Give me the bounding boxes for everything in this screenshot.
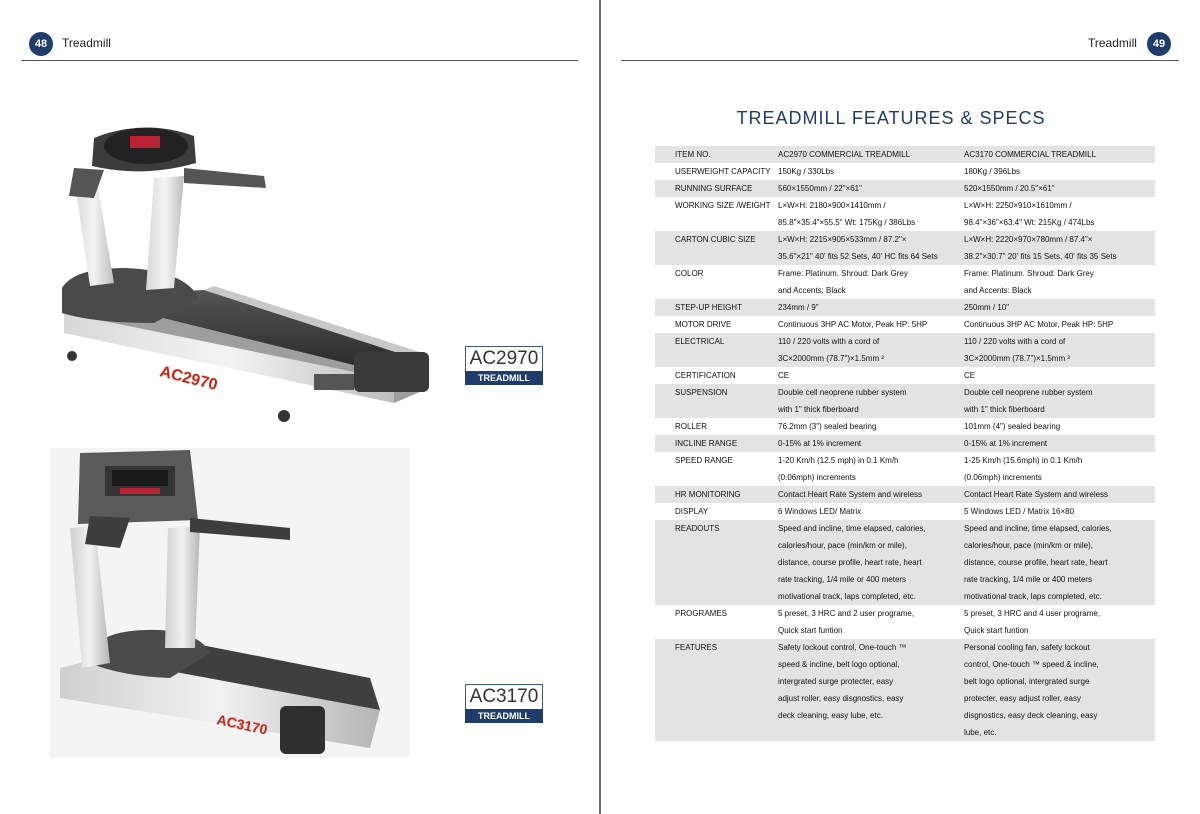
spec-value-ac3170: [964, 384, 1155, 418]
spec-value-ac2970: [778, 333, 964, 367]
spec-line: Double cell neoprene rubber system: [964, 388, 1093, 397]
spec-line: 180Kg / 396Lbs: [964, 167, 1021, 176]
spec-line: L×W×H: 2215×905×533mm / 87.2"×: [778, 235, 907, 244]
spec-value-ac3170: [964, 231, 1155, 265]
spec-line: Personal cooling fan, safety lockout: [964, 643, 1090, 652]
page-number: 48: [29, 32, 53, 56]
spec-line: 150Kg / 330Lbs: [778, 167, 835, 176]
spec-label: ELECTRICAL: [655, 333, 778, 367]
spec-label: HR MONITORING: [655, 486, 778, 503]
spec-line: 5 preset, 3 HRC and 2 user programe,: [778, 609, 915, 618]
specs-row: [655, 418, 1155, 435]
specs-row: [655, 316, 1155, 333]
spec-line: protecter, easy adjust roller, easy: [964, 694, 1081, 703]
spec-line: rate tracking, 1/4 mile or 400 meters: [964, 575, 1093, 584]
spec-line: adjust roller, easy disgnostics, easy: [778, 694, 904, 703]
spec-value-ac2970: [778, 163, 964, 180]
spec-line: 0-15% at 1% increment: [778, 439, 862, 448]
spec-label: SUSPENSION: [655, 384, 778, 418]
spec-label: MOTOR DRIVE: [675, 320, 732, 329]
spec-line: lube, etc.: [964, 728, 997, 737]
spec-value-ac3170: [964, 367, 1155, 384]
spec-line: speed & incline, belt logo optional,: [778, 660, 900, 669]
specs-row: [655, 299, 1155, 316]
ac2970-deck-logo: AC2970: [158, 363, 220, 395]
spec-value-ac3170: [964, 418, 1155, 435]
spec-line: L×W×H: 2180×900×1410mm /: [778, 201, 886, 210]
spec-line: 520×1550mm / 20.5"×61": [964, 184, 1055, 193]
spec-line: CE: [964, 371, 976, 380]
left-page: [0, 0, 599, 814]
spec-line: Safety lockout control, One-touch ™: [778, 643, 907, 652]
spec-line: and Accents: Black: [778, 286, 846, 295]
spec-value-ac2970: [778, 384, 964, 418]
specs-header-cell: AC3170 COMMERCIAL TREADMILL: [964, 146, 1155, 163]
spec-label: SPEED RANGE: [675, 456, 733, 465]
spec-label: INCLINE RANGE: [655, 435, 778, 452]
spec-value-ac3170: [964, 503, 1155, 520]
specs-row: [655, 180, 1155, 197]
spec-label: READOUTS: [655, 520, 778, 605]
spec-value-ac2970: [778, 418, 964, 435]
spec-line: 35.6"×21" 40' fits 52 Sets, 40' HC fits 64 Sets: [778, 252, 938, 261]
spec-line: 5 preset, 3 HRC and 4 user programe,: [964, 609, 1101, 618]
specs-table: [655, 146, 1155, 741]
spec-line: Continuous 3HP AC Motor, Peak HP: 5HP: [778, 320, 928, 329]
ac2970-treadmill-image: [34, 118, 434, 428]
spec-line: 0-15% at 1% increment: [964, 439, 1048, 448]
spec-line: (0.06mph) increments: [964, 473, 1042, 482]
spec-value-ac2970: [778, 503, 964, 520]
specs-row: [655, 435, 1155, 452]
spec-value-ac3170: [964, 197, 1155, 231]
spec-line: with 1" thick fiberboard: [964, 405, 1045, 414]
specs-header-cell: AC2970 COMMERCIAL TREADMILL: [778, 146, 964, 163]
spec-value-ac3170: [964, 316, 1155, 333]
spec-line: 98.4"×36"×63.4" Wt: 215Kg / 474Lbs: [964, 218, 1095, 227]
specs-title: TREADMILL FEATURES & SPECS: [736, 108, 1046, 128]
spec-line: Quick start funtion: [778, 626, 843, 635]
spec-value-ac2970: [778, 316, 964, 333]
spec-value-ac3170: [964, 265, 1155, 299]
header-rule: [21, 60, 578, 61]
spec-label: DISPLAY: [675, 507, 709, 516]
spec-line: control, One-touch ™ speed & incline,: [964, 660, 1099, 669]
spec-value-ac2970: [778, 265, 964, 299]
spec-label: STEP-UP HEIGHT: [655, 299, 778, 316]
spec-line: Speed and incline, time elapsed, calories,: [964, 524, 1112, 533]
specs-row: [655, 265, 1155, 299]
spec-line: rate tracking, 1/4 mile or 400 meters: [778, 575, 907, 584]
spec-value-ac2970: [778, 605, 964, 639]
spec-value-ac2970: [778, 231, 964, 265]
spec-line: disgnostics, easy deck cleaning, easy: [964, 711, 1098, 720]
spec-value-ac2970: [778, 180, 964, 197]
ac3170-deck-logo: AC3170: [215, 711, 269, 738]
specs-header-row: [655, 146, 1155, 163]
spec-value-ac3170: [964, 180, 1155, 197]
spec-value-ac2970: [778, 486, 964, 503]
spec-line: 1-25 Km/h (15.6mph) in 0.1 Km/h: [964, 456, 1083, 465]
spec-line: 3C×2000mm (78.7")×1.5mm ²: [778, 354, 884, 363]
specs-row: [655, 197, 1155, 231]
spec-value-ac2970: [778, 435, 964, 452]
spec-value-ac2970: [778, 520, 964, 605]
spec-value-ac2970: [778, 299, 964, 316]
specs-row: [655, 452, 1155, 486]
spec-value-ac2970: [778, 639, 964, 741]
specs-row: [655, 367, 1155, 384]
ac2970-model: AC2970: [465, 346, 543, 371]
section-title: Treadmill: [62, 36, 111, 50]
spec-line: Contact Heart Rate System and wireless: [964, 490, 1109, 499]
spec-value-ac3170: [964, 486, 1155, 503]
spec-value-ac3170: [964, 605, 1155, 639]
spec-value-ac3170: [964, 639, 1155, 741]
spec-line: intergrated surge protecter, easy: [778, 677, 894, 686]
spec-value-ac3170: [964, 163, 1155, 180]
spec-line: 1-20 Km/h (12.5 mph) in 0.1 Km/h: [778, 456, 899, 465]
spec-line: deck cleaning, easy lube, etc.: [778, 711, 883, 720]
spec-value-ac3170: [964, 435, 1155, 452]
spec-label: RUNNING SURFACE: [655, 180, 778, 197]
specs-row: [655, 163, 1155, 180]
specs-row: [655, 503, 1155, 520]
spec-line: motivational track, laps completed, etc.: [964, 592, 1102, 601]
spec-label: USERWEIGHT CAPACITY: [675, 167, 771, 176]
ac3170-label: [465, 684, 543, 723]
spec-label: WORKING SIZE /WEIGHT: [675, 201, 771, 210]
spec-line: calories/hour, pace (min/km or mile),: [964, 541, 1093, 550]
spec-line: 38.2"×30.7" 20' fits 15 Sets, 40' fits 35 Sets: [964, 252, 1117, 261]
specs-header-cell: ITEM NO.: [655, 146, 778, 163]
spec-line: distance, course profile, heart rate, heart: [964, 558, 1108, 567]
spec-line: 5 Windows LED / Matrix 16×80: [964, 507, 1075, 516]
specs-row: [655, 520, 1155, 605]
spec-label: CARTON CUBIC SIZE: [655, 231, 778, 265]
spec-line: and Accents: Black: [964, 286, 1032, 295]
spec-value-ac2970: [778, 367, 964, 384]
spec-line: Frame: Platinum. Shroud: Dark Grey: [778, 269, 908, 278]
spec-line: 560×1550mm / 22"×61": [778, 184, 862, 193]
specs-row: [655, 486, 1155, 503]
specs-row: [655, 231, 1155, 265]
spec-line: Frame: Platinum. Shroud: Dark Grey: [964, 269, 1094, 278]
spec-label: COLOR: [675, 269, 704, 278]
spec-line: 3C×2000mm (78.7")×1.5mm ²: [964, 354, 1070, 363]
spec-value-ac2970: [778, 197, 964, 231]
spec-line: 110 / 220 volts with a cord of: [964, 337, 1066, 346]
spec-line: 76.2mm (3") sealed bearing: [778, 422, 877, 431]
specs-row: [655, 639, 1155, 741]
spec-value-ac3170: [964, 333, 1155, 367]
spec-line: belt logo optional, intergrated surge: [964, 677, 1090, 686]
spec-line: distance, course profile, heart rate, heart: [778, 558, 922, 567]
spec-line: 101mm (4") sealed bearing: [964, 422, 1061, 431]
right-page: [601, 0, 1200, 814]
spec-line: Quick start funtion: [964, 626, 1029, 635]
specs-row: [655, 605, 1155, 639]
spec-line: CE: [778, 371, 790, 380]
spec-line: L×W×H: 2220×970×780mm / 87.4"×: [964, 235, 1093, 244]
spec-line: Continuous 3HP AC Motor, Peak HP: 5HP: [964, 320, 1114, 329]
spec-line: 6 Windows LED/ Matrix: [778, 507, 862, 516]
spec-line: 110 / 220 volts with a cord of: [778, 337, 880, 346]
spec-label: ROLLER: [675, 422, 708, 431]
spec-value-ac3170: [964, 520, 1155, 605]
specs-row: [655, 333, 1155, 367]
page-number: 49: [1147, 32, 1171, 56]
spec-line: 85.8"×35.4"×55.5" Wt: 175Kg / 386Lbs: [778, 218, 916, 227]
spec-line: Contact Heart Rate System and wireless: [778, 490, 923, 499]
ac3170-treadmill-image: [50, 448, 420, 758]
ac3170-model: AC3170: [465, 684, 543, 709]
spec-line: 234mm / 9": [778, 303, 819, 312]
spec-value-ac3170: [964, 452, 1155, 486]
spec-label: PROGRAMES: [675, 609, 728, 618]
spec-line: with 1" thick fiberboard: [778, 405, 859, 414]
header-rule: [621, 60, 1179, 61]
ac3170-type: TREADMILL: [465, 709, 543, 723]
spec-line: Speed and incline, time elapsed, calories,: [778, 524, 926, 533]
specs-row: [655, 384, 1155, 418]
ac2970-type: TREADMILL: [465, 371, 543, 385]
spec-line: (0.06mph) increments: [778, 473, 856, 482]
spec-line: motivational track, laps completed, etc.: [778, 592, 916, 601]
ac2970-label: [465, 346, 543, 385]
spec-line: Double cell neoprene rubber system: [778, 388, 907, 397]
spec-line: L×W×H: 2250×910×1610mm /: [964, 201, 1072, 210]
spec-label: CERTIFICATION: [675, 371, 736, 380]
spec-label: FEATURES: [655, 639, 778, 741]
spec-line: 250mm / 10": [964, 303, 1010, 312]
section-title: Treadmill: [1088, 36, 1137, 50]
spec-line: calories/hour, pace (min/km or mile),: [778, 541, 907, 550]
spec-value-ac3170: [964, 299, 1155, 316]
spec-value-ac2970: [778, 452, 964, 486]
